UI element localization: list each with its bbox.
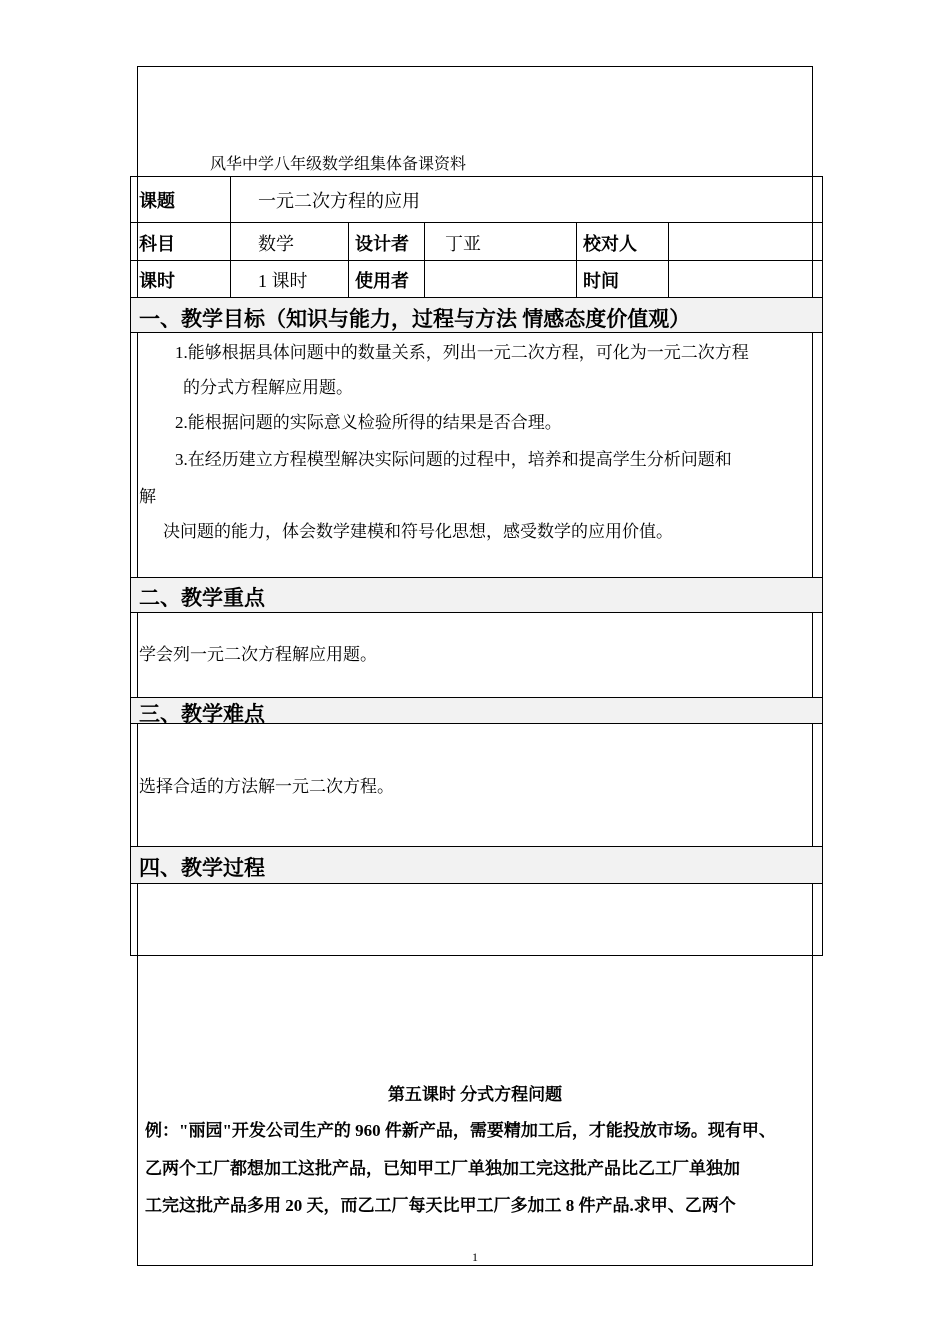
table-right-rule	[822, 176, 823, 955]
lesson-title: 第五课时 分式方程问题	[387, 1085, 563, 1104]
user-label: 使用者	[355, 271, 409, 291]
difficulties-heading: 三、教学难点	[139, 702, 265, 726]
proofreader-label: 校对人	[583, 234, 637, 254]
objective-line: 3.在经历建立方程模型解决实际问题的过程中，培养和提高学生分析问题和	[175, 450, 732, 469]
time-label: 时间	[583, 271, 619, 291]
table-col-rule	[576, 222, 577, 297]
lesson-line: 例："丽园"开发公司生产的 960 件新产品，需要精加工后，才能投放市场。现有甲、	[145, 1121, 776, 1140]
table-rule	[130, 883, 823, 884]
table-bottom-rule	[130, 955, 823, 956]
table-col-rule	[230, 176, 231, 297]
table-col-rule	[668, 222, 669, 297]
topic-label: 课题	[139, 191, 175, 211]
key-points-text: 学会列一元二次方程解应用题。	[139, 645, 377, 664]
subject-value: 数学	[258, 234, 294, 254]
lesson-line: 乙两个工厂都想加工这批产品，已知甲工厂单独加工完这批产品比乙工厂单独加	[145, 1159, 740, 1178]
subject-label: 科目	[139, 234, 175, 254]
table-top-rule	[130, 176, 823, 177]
key-points-heading: 二、教学重点	[139, 586, 265, 610]
objective-line: 决问题的能力，体会数学建模和符号化思想，感受数学的应用价值。	[163, 522, 673, 541]
objective-line: 2.能根据问题的实际意义检验所得的结果是否合理。	[175, 413, 562, 432]
designer-label: 设计者	[355, 234, 409, 254]
table-rule	[130, 222, 823, 223]
table-rule	[130, 577, 823, 578]
designer-value: 丁亚	[445, 234, 481, 254]
header-note: 风华中学八年级数学组集体备课资料	[210, 156, 467, 173]
objective-line: 的分式方程解应用题。	[183, 378, 353, 397]
topic-value: 一元二次方程的应用	[258, 191, 420, 211]
period-label: 课时	[139, 271, 175, 291]
table-rule	[130, 846, 823, 847]
table-left-rule	[130, 176, 131, 955]
process-heading: 四、教学过程	[139, 856, 265, 880]
page-number: 1	[472, 1250, 478, 1264]
objectives-heading: 一、教学目标（知识与能力，过程与方法 情感态度价值观）	[139, 307, 691, 331]
objective-line: 1.能够根据具体问题中的数量关系，列出一元二次方程，可化为一元二次方程	[175, 343, 749, 362]
difficulties-text: 选择合适的方法解一元二次方程。	[139, 777, 394, 796]
table-rule	[130, 260, 823, 261]
lesson-line: 工完这批产品多用 20 天，而乙工厂每天比甲工厂多加工 8 件产品.求甲、乙两个	[145, 1196, 736, 1215]
table-rule	[130, 297, 823, 298]
table-rule	[130, 612, 823, 613]
table-col-rule	[424, 222, 425, 297]
table-col-rule	[348, 222, 349, 297]
period-value: 1 课时	[258, 271, 308, 291]
objective-line: 解	[139, 487, 156, 506]
